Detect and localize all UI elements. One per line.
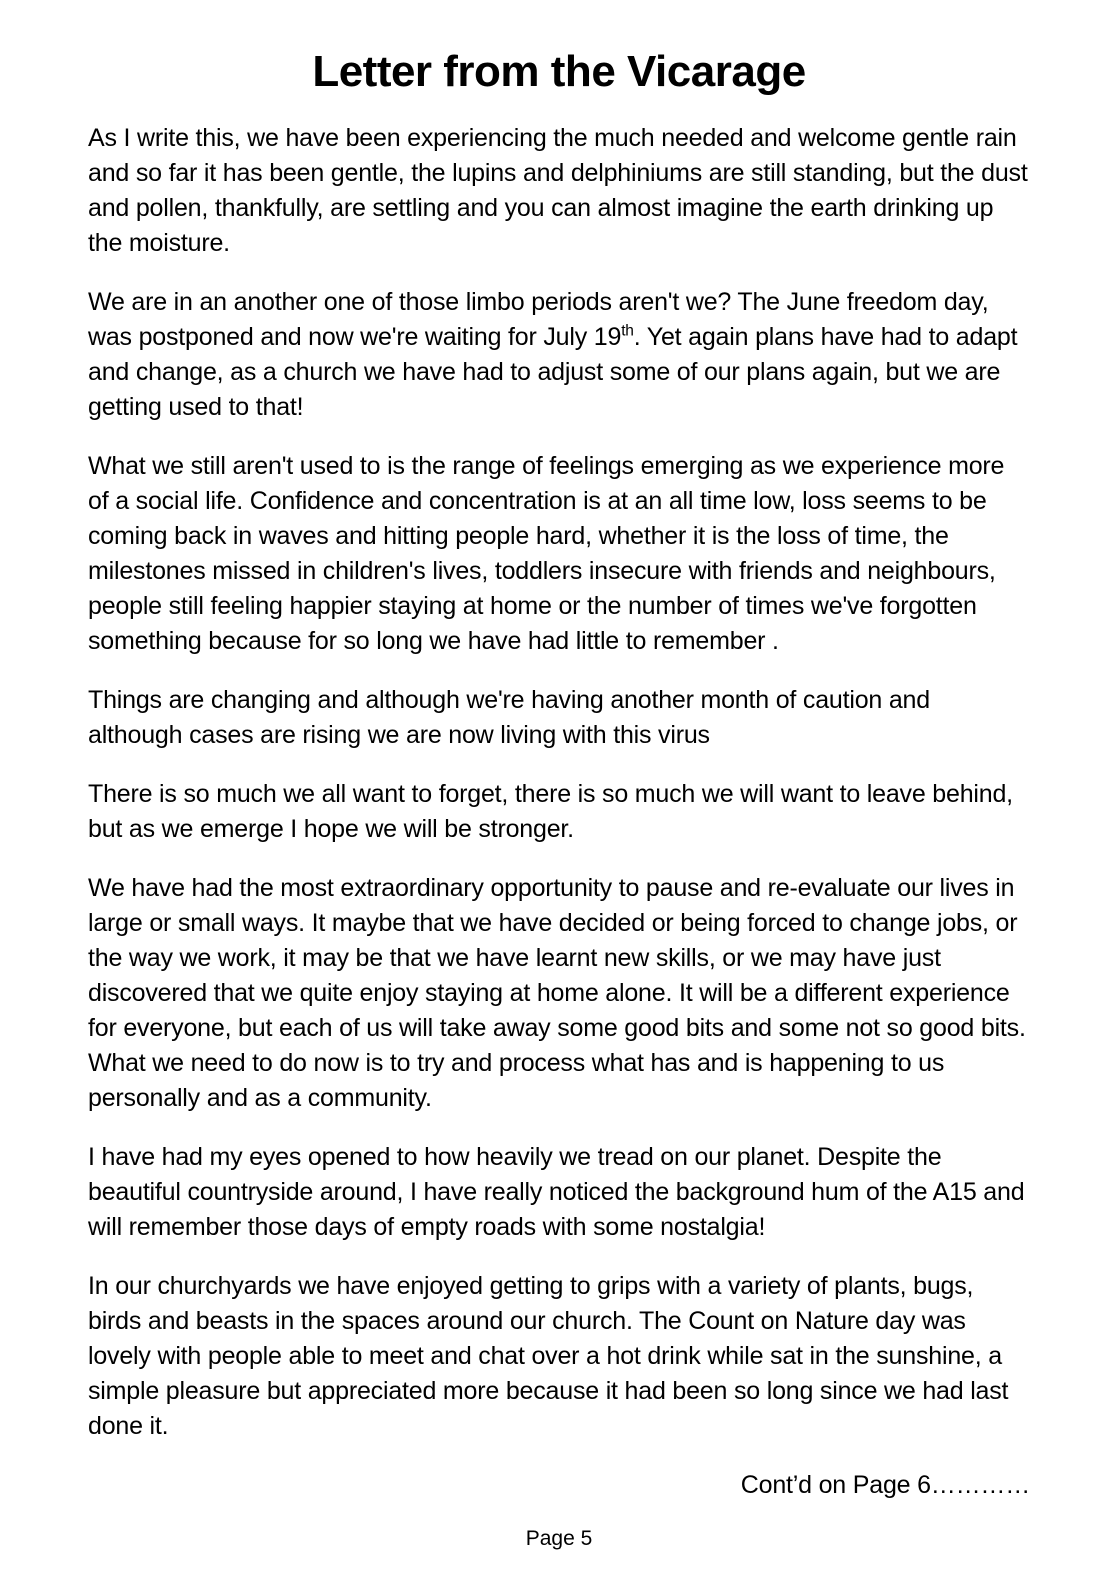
paragraph-2-text-after: . Yet again plans have had to adapt and change, as a church we have had to adjust some of our plans again, but we are getting used to that! (88, 322, 1018, 421)
ordinal-suffix: th (621, 322, 634, 340)
page-number: Page 5 (525, 1527, 593, 1550)
paragraph-4: Things are changing and although we're having another month of caution and although cases are rising we are now living with this virus (88, 685, 930, 749)
paragraph-5: There is so much we all want to forget, there is so much we will want to leave behind, but as we emerge I hope we will be stronger. (88, 779, 1013, 843)
page-title: Letter from the Vicarage (312, 47, 806, 96)
paragraph-2 (88, 285, 1030, 425)
continuation-note: Cont’d on Page 6………… (740, 1470, 1030, 1499)
paragraph-1: As I write this, we have been experiencing the much needed and welcome gentle rain and so far it has been gentle, the lupins and delphiniums are still standing, but the dust and pollen, thankfully, are settling and you can almost imagine the earth drinking up the moisture. (88, 123, 1028, 257)
paragraph-8: In our churchyards we have enjoyed getting to grips with a variety of plants, bugs, birds and beasts in the spaces around our church. The Count on Nature day was lovely with people able to meet and chat over a hot drink while sat in the sunshine, a simple pleasure but appreciated more because it had been so long since we had last done it. (88, 1271, 1009, 1440)
paragraph-7: I have had my eyes opened to how heavily we tread on our planet. Despite the beautiful countryside around, I have really noticed the background hum of the A15 and will remember those days of empty roads with some nostalgia! (88, 1142, 1025, 1241)
paragraph-6: We have had the most extraordinary opportunity to pause and re-evaluate our lives in large or small ways. It maybe that we have decided or being forced to change jobs, or the way we work, it may be that we have learnt new skills, or we may have just discovered that we quite enjoy staying at home alone. It will be a different experience for everyone, but each of us will take away some good bits and some not so good bits. What we need to do now is to try and process what has and is happening to us personally and as a community. (88, 873, 1026, 1112)
paragraph-2-text-before: We are in an another one of those limbo periods aren't we? The June freedom day, was postponed and now we're waiting for July 19 (88, 287, 989, 351)
paragraph-3: What we still aren't used to is the range of feelings emerging as we experience more of a social life. Confidence and concentration is at an all time low, loss seems to be coming back in waves and hitting people hard, whether it is the loss of time, the milestones missed in children's lives, toddlers insecure with friends and neighbours, people still feeling happier staying at home or the number of times we've forgotten something because for so long we have had little to remember . (88, 451, 1005, 655)
